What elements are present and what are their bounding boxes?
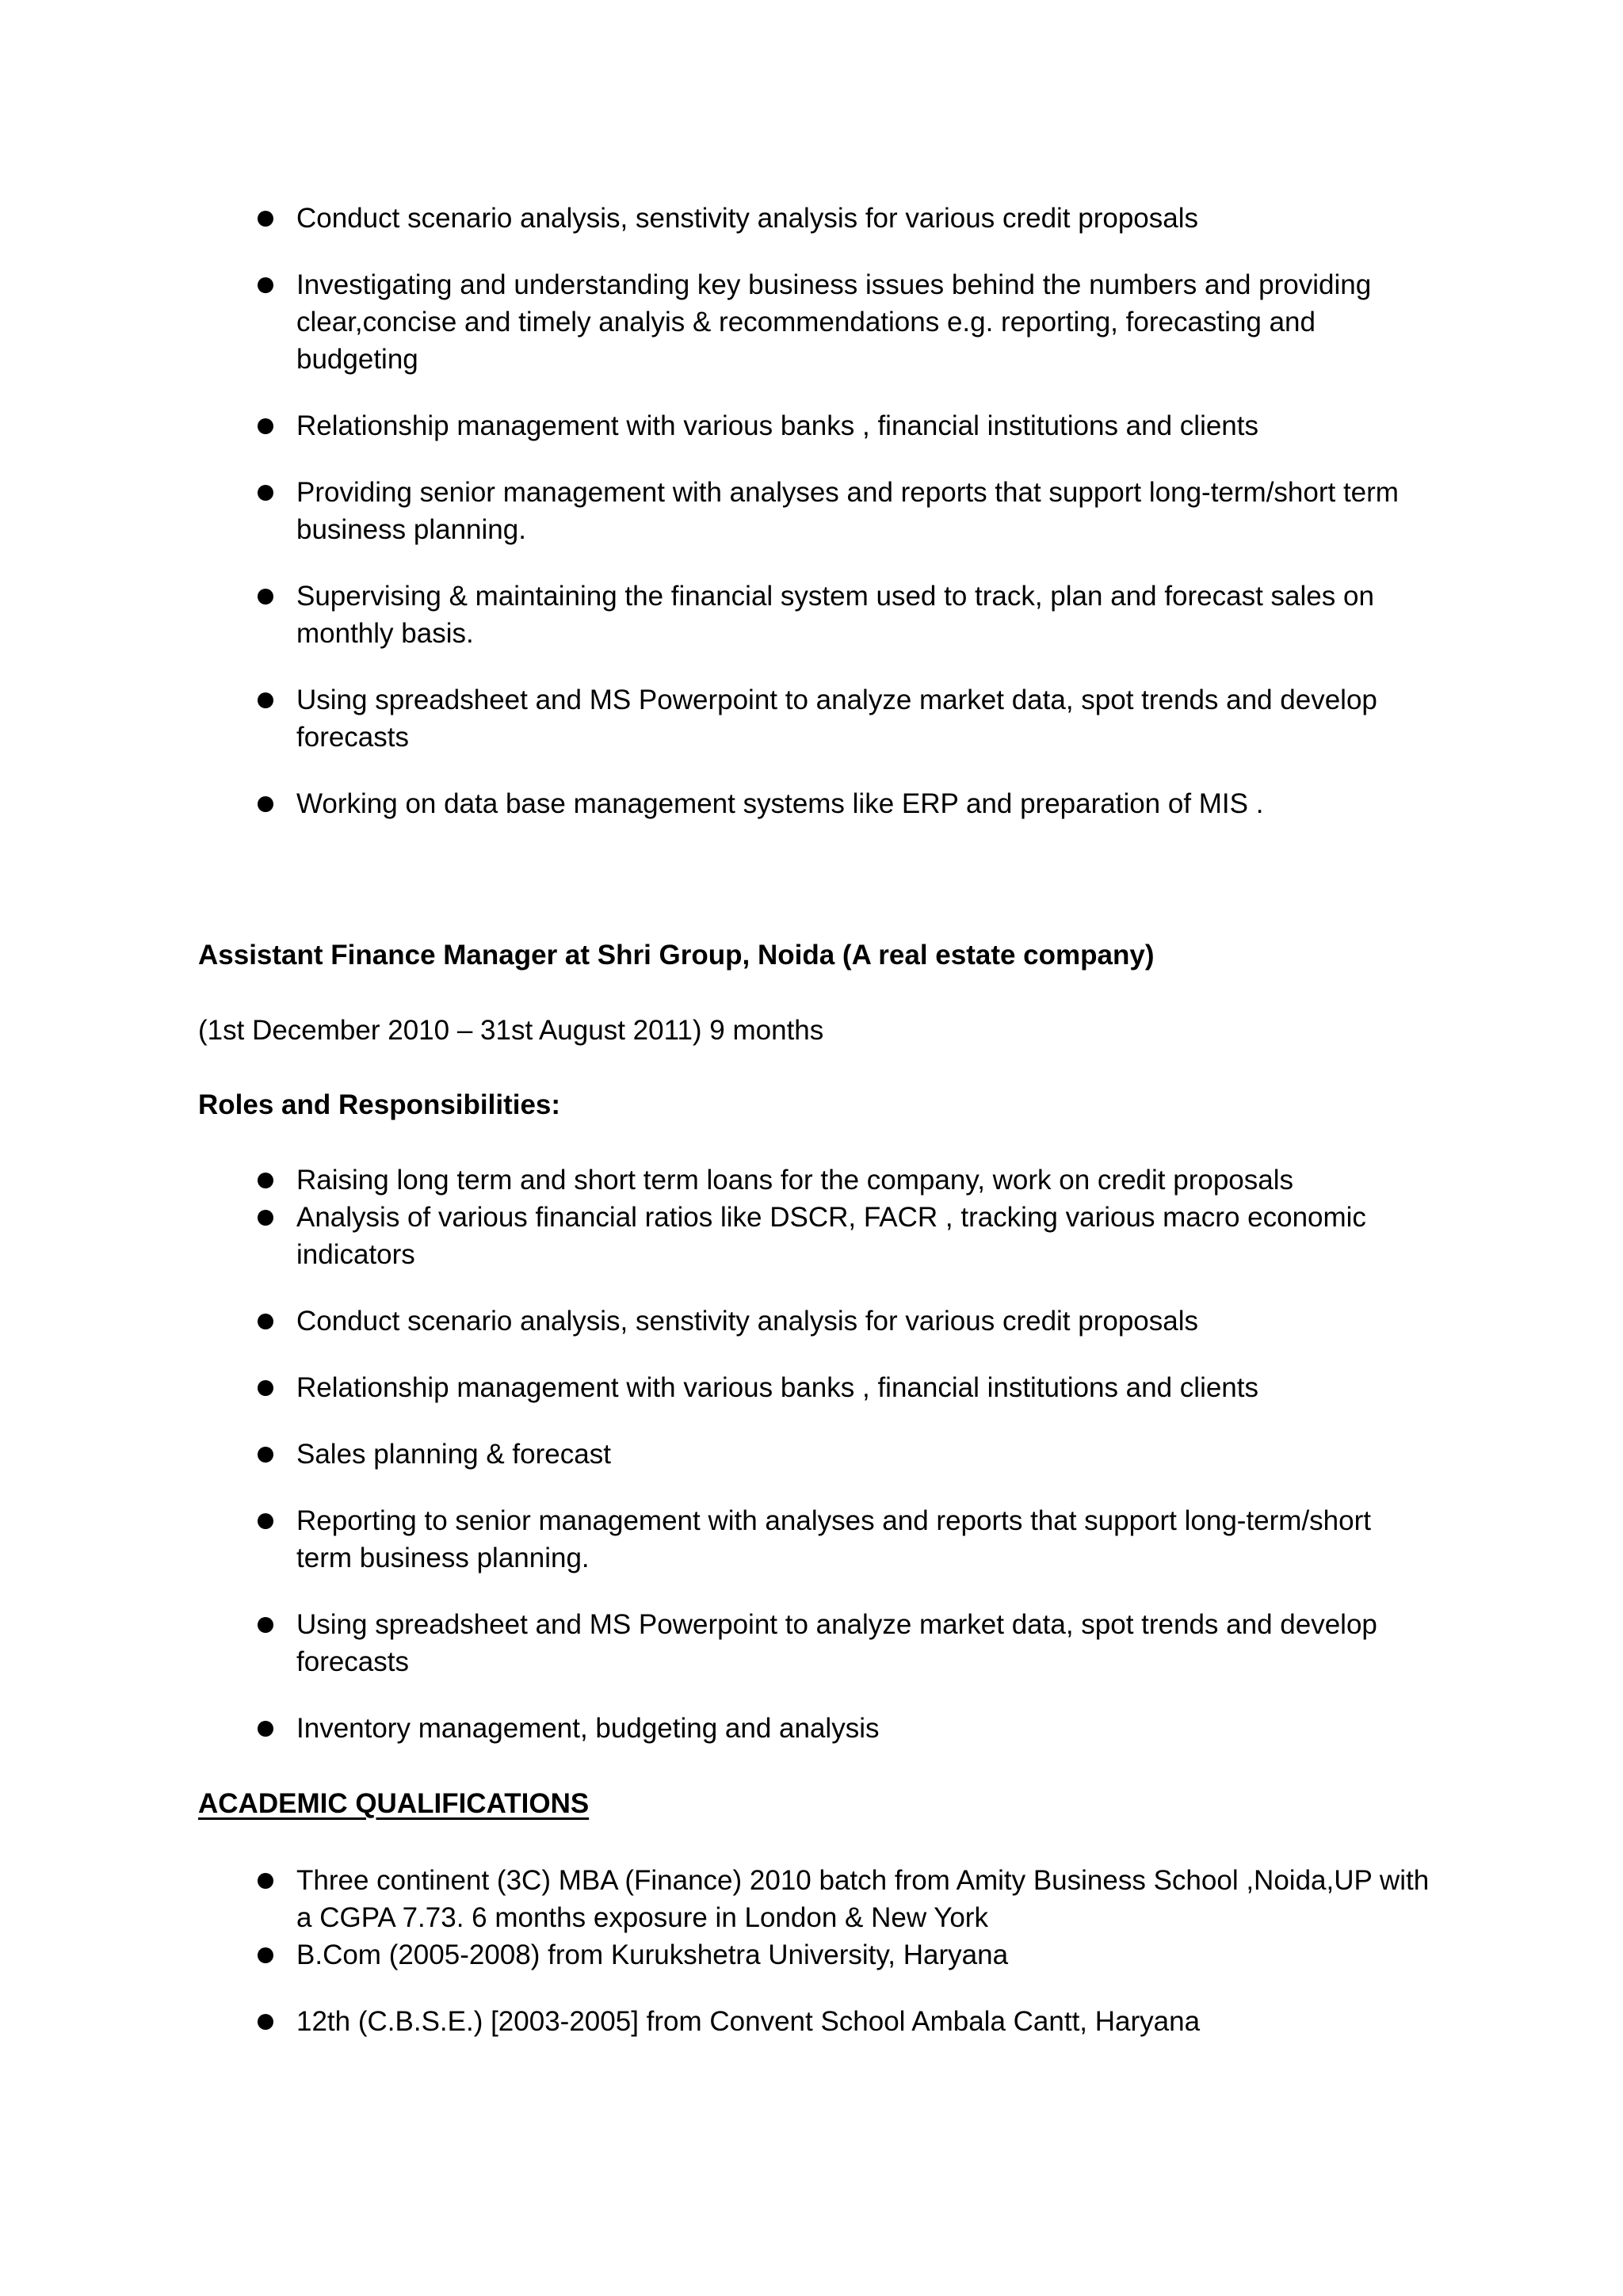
list-item-text: forecasts (296, 1646, 409, 1677)
list-item-text: Reporting to senior management with analyses and reports that support long-term/short (296, 1505, 1371, 1536)
list-item-text: Working on data base management systems like ERP and preparation of MIS . (296, 788, 1264, 819)
bullet-icon (258, 1947, 273, 1963)
list-item-text: Analysis of various financial ratios like DSCR, FACR , tracking various macro economic (296, 1202, 1366, 1233)
bullet-icon (258, 1513, 273, 1529)
bullet-icon (258, 1447, 273, 1463)
bullet-icon (258, 418, 273, 434)
bullet-icon (258, 1380, 273, 1396)
list-item-text: Relationship management with various banks , financial institutions and clients (296, 1372, 1258, 1403)
list-item-text: monthly basis. (296, 618, 474, 649)
list-item-text: business planning. (296, 514, 526, 545)
list-item-text: Investigating and understanding key business issues behind the numbers and providing (296, 269, 1372, 300)
bullet-icon (258, 1721, 273, 1737)
bullet-icon (258, 485, 273, 501)
list-item-text: Three continent (3C) MBA (Finance) 2010 batch from Amity Business School ,Noida,UP with (296, 1865, 1430, 1896)
list-item-text: Using spreadsheet and MS Powerpoint to analyze market data, spot trends and develop (296, 685, 1377, 715)
bullet-icon (258, 277, 273, 293)
academic-heading: ACADEMIC QUALIFICATIONS (198, 1788, 590, 1819)
bullet-icon (258, 692, 273, 708)
list-item-text: Conduct scenario analysis, senstivity analysis for various credit proposals (296, 203, 1199, 234)
bullet-icon (258, 1210, 273, 1226)
list-item-text: Providing senior management with analyses and reports that support long-term/short term (296, 477, 1399, 508)
list-item-text: Supervising & maintaining the financial system used to track, plan and forecast sales on (296, 581, 1374, 612)
list-item-text: Using spreadsheet and MS Powerpoint to analyze market data, spot trends and develop (296, 1609, 1377, 1640)
list-item-text: 12th (C.B.S.E.) [2003-2005] from Convent School Ambala Cantt, Haryana (296, 2006, 1201, 2037)
list-item-text: term business planning. (296, 1543, 590, 1573)
list-item-text: Raising long term and short term loans for the company, work on credit proposals (296, 1165, 1294, 1196)
job-title: Assistant Finance Manager at Shri Group, Noida (A real estate company) (198, 940, 1155, 971)
bullet-icon (258, 1873, 273, 1889)
list-item-text: a CGPA 7.73. 6 months exposure in London & New York (296, 1902, 988, 1933)
bullet-icon (258, 2014, 273, 2030)
bullet-icon (258, 1617, 273, 1633)
bullet-icon (258, 796, 273, 812)
list-item-text: budgeting (296, 344, 418, 375)
bullet-icon (258, 589, 273, 605)
bullet-icon (258, 1314, 273, 1329)
list-item-text: indicators (296, 1239, 415, 1270)
list-item-text: Inventory management, budgeting and analysis (296, 1713, 880, 1744)
list-item-text: B.Com (2005-2008) from Kurukshetra University, Haryana (296, 1939, 1009, 1970)
list-item-text: Sales planning & forecast (296, 1439, 611, 1470)
bullet-icon (258, 211, 273, 227)
list-item-text: Relationship management with various banks , financial institutions and clients (296, 410, 1258, 441)
list-item-text: Conduct scenario analysis, senstivity analysis for various credit proposals (296, 1306, 1199, 1337)
roles-heading: Roles and Responsibilities: (198, 1089, 561, 1120)
bullet-icon (258, 1173, 273, 1188)
list-item-text: clear,concise and timely analyis & recommendations e.g. reporting, forecasting and (296, 307, 1316, 338)
list-item-text: forecasts (296, 722, 409, 753)
job-period: (1st December 2010 – 31st August 2011) 9 months (198, 1015, 824, 1046)
